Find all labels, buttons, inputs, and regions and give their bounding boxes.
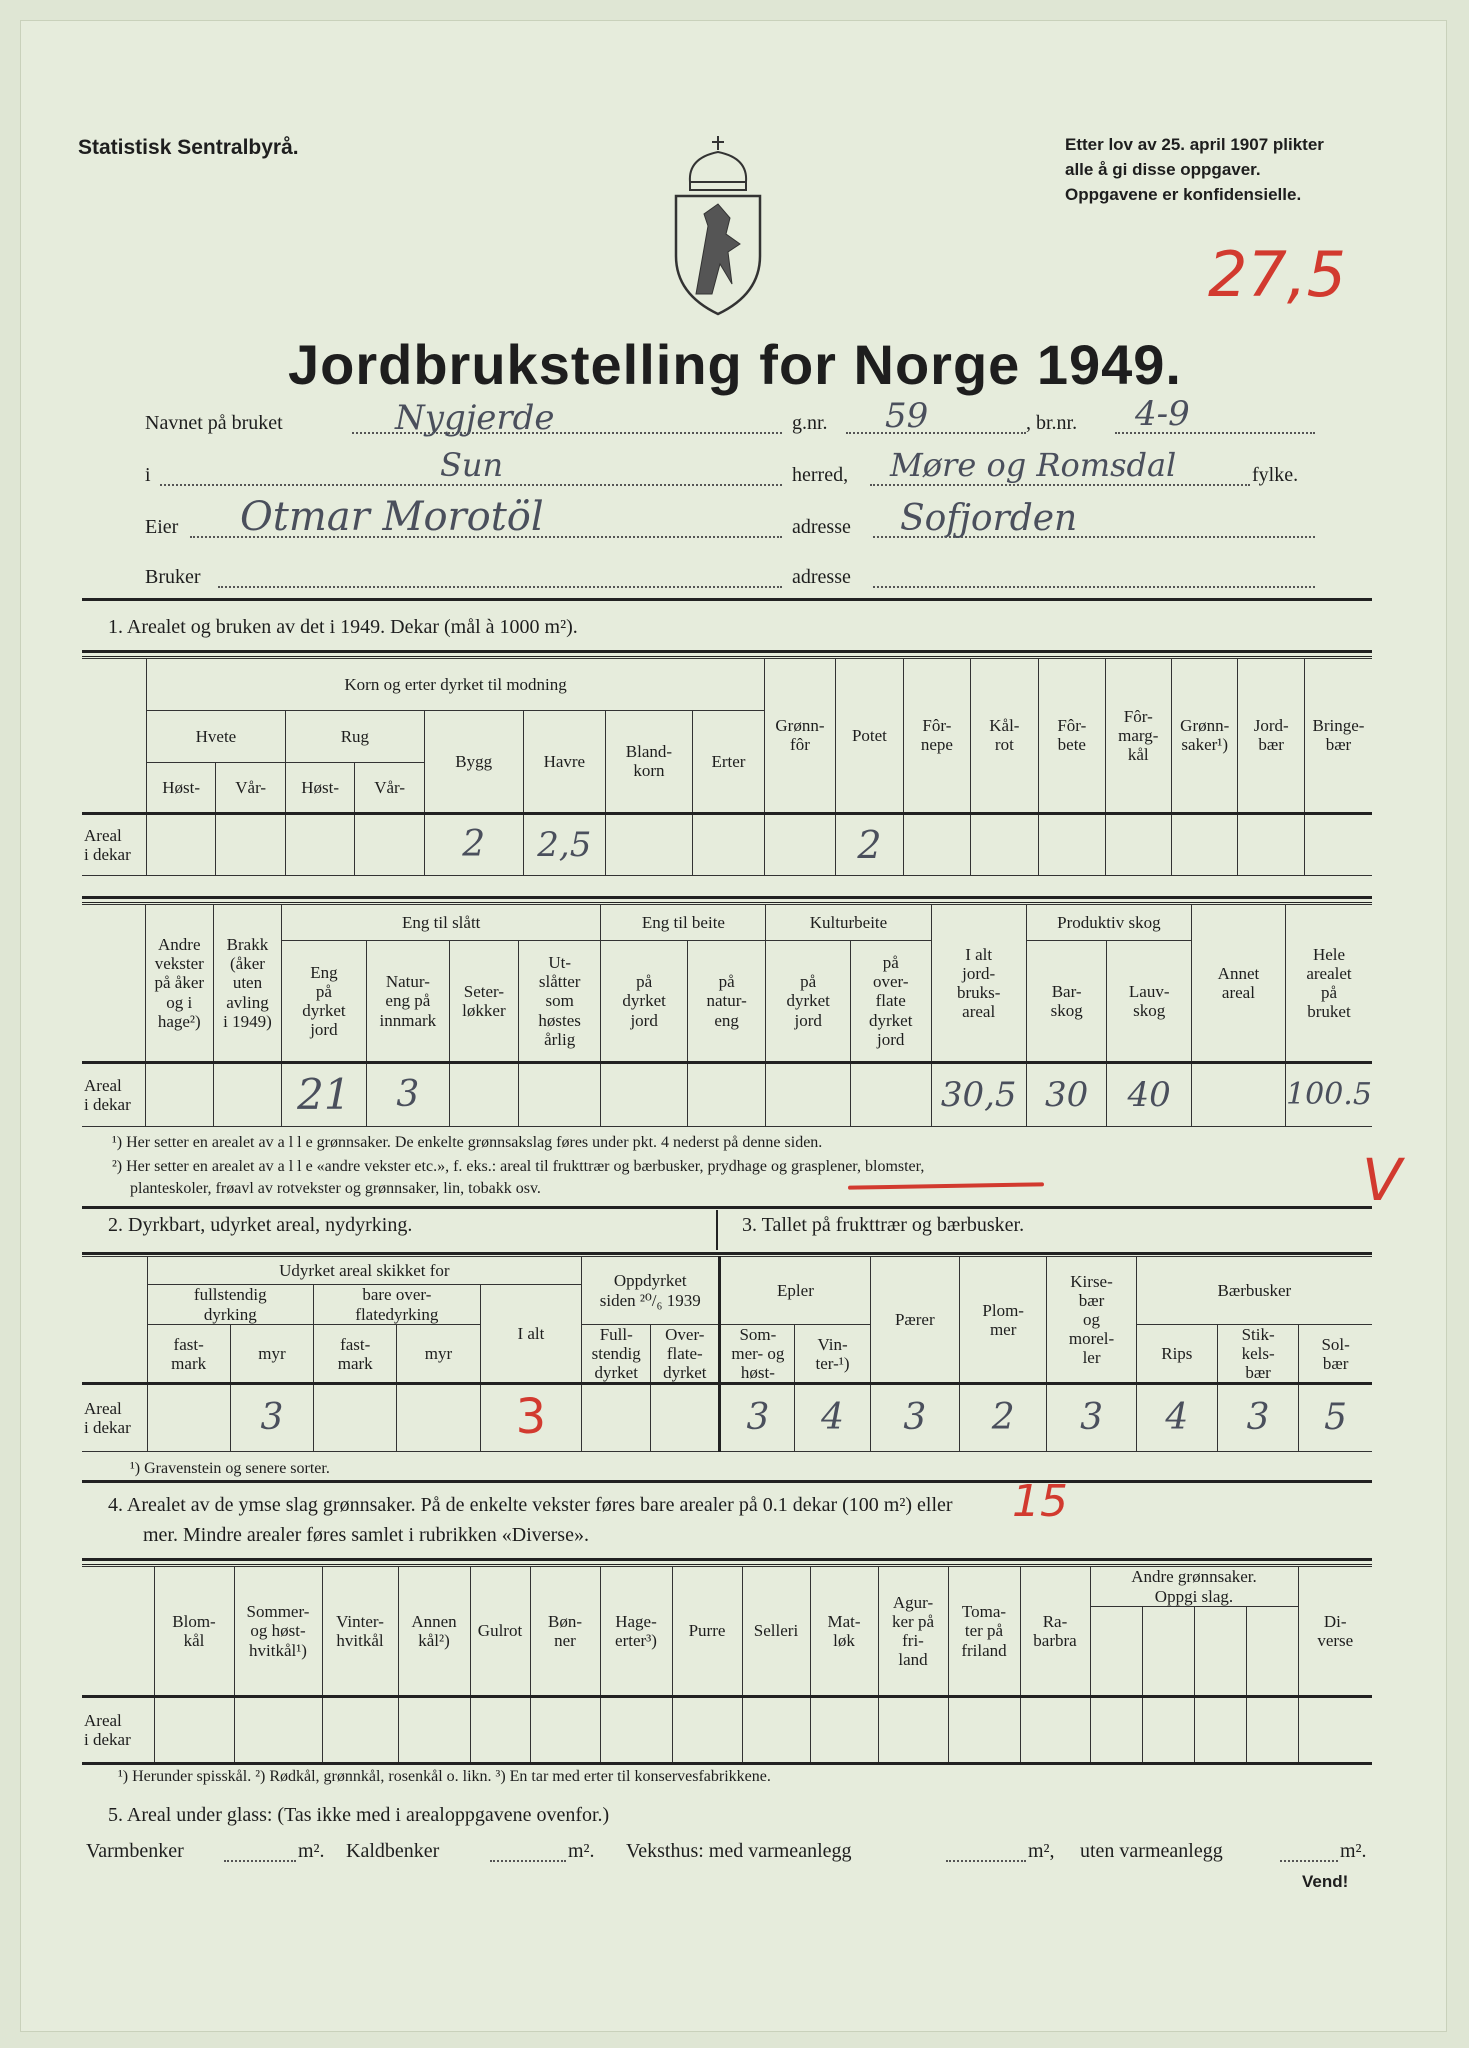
footnote1-2a: ²) Her setter en arealet av a l l e «andre vekster etc.», f. eks.: areal til frukttrær og bærbusker, prydhage og grasplener, blomster,: [112, 1158, 925, 1175]
table23: [82, 1256, 1372, 1452]
value-havre: 2,5: [523, 813, 606, 875]
col-vinter: Vin- ter-¹): [795, 1325, 870, 1384]
form-title: Jordbrukstelling for Norge 1949.: [288, 333, 1182, 396]
col-hvete-host: Høst-: [146, 763, 215, 813]
col-rug-var: Vår-: [355, 763, 424, 813]
table1a: [82, 658, 1372, 876]
col-full-dyrket: Full- stendig dyrket: [582, 1325, 651, 1384]
adresse2-label: adresse: [792, 566, 851, 588]
col-over-dyrket: Over- flate- dyrket: [651, 1325, 720, 1384]
col-bringebaer: Bringe- bær: [1304, 659, 1372, 814]
col-annen-kal: Annen kål²): [398, 1567, 470, 1697]
col-bygg: Bygg: [424, 711, 523, 813]
col-hele: Hele arealet på bruket: [1285, 905, 1372, 1063]
kulturbeite-header: Kulturbeite: [766, 905, 931, 941]
korn-header: Korn og erter dyrket til modning: [146, 659, 764, 711]
fullstendig-header: fullstendig dyrking: [147, 1285, 314, 1325]
value-rips: 4: [1136, 1384, 1217, 1452]
col-gronnsaker: Grønn- saker¹): [1172, 659, 1238, 814]
value-vinter: 4: [795, 1384, 870, 1452]
fylke-label: fylke.: [1252, 464, 1299, 486]
col-agurker: Agur- ker på fri- land: [878, 1567, 948, 1697]
varmbenker-label: Varmbenker: [86, 1840, 184, 1862]
col-barskog: Bar- skog: [1026, 941, 1107, 1063]
section4-heading-a: 4. Arealet av de ymse slag grønnsaker. På de enkelte vekster føres bare arealer på 0.1 dekar (100 m²) eller: [108, 1494, 953, 1516]
navn-label: Navnet på bruket: [145, 412, 283, 434]
red-check-mark: V: [1362, 1146, 1402, 1214]
value-potet: 2: [835, 813, 903, 875]
col-utslatter: Ut- slåtter som høstes årlig: [518, 941, 601, 1063]
value-plommer: 2: [960, 1384, 1047, 1452]
col-over-fastmark: fast- mark: [314, 1325, 397, 1384]
value-lauvskog: 40: [1107, 1063, 1191, 1127]
epler-header: Epler: [720, 1257, 870, 1325]
gnr-label: g.nr.: [792, 412, 828, 434]
col-fornepe: Fôr- nepe: [904, 659, 970, 814]
col-seterlokker: Seter- løkker: [449, 941, 518, 1063]
eier-value: Otmar Morotöl: [240, 494, 544, 540]
col-kirsebaer: Kirse- bær og morel- ler: [1047, 1257, 1136, 1384]
red-annotation-number: 27,5: [1208, 238, 1347, 311]
col-blomkal: Blom- kål: [154, 1567, 234, 1697]
veksthus-unit: m²,: [1028, 1840, 1055, 1862]
veksthus-label: Veksthus: med varmeanlegg: [626, 1840, 852, 1862]
org-name: Statistisk Sentralbyrå.: [78, 136, 299, 159]
herred-label: herred,: [792, 464, 849, 486]
value-sommer-host: 3: [720, 1384, 795, 1452]
col-hvete: Hvete: [146, 711, 285, 763]
col-kb-dyrket: på dyrket jord: [766, 941, 850, 1063]
bare-over-header: bare over- flatedyrking: [314, 1285, 481, 1325]
col-formargkal: Fôr- marg- kål: [1105, 659, 1171, 814]
section4-heading-b: mer. Mindre arealer føres samlet i rubrikken «Diverse».: [143, 1524, 589, 1546]
col-stikkelsbaer: Stik- kels- bær: [1217, 1325, 1298, 1384]
brnr-label: , br.nr.: [1026, 412, 1078, 434]
areal-label-2: Areal i dekar: [82, 1063, 145, 1127]
value-bygg: 2: [424, 813, 523, 875]
section3-heading: 3. Tallet på frukttrær og bærbusker.: [742, 1214, 1025, 1236]
col-sommerhvitkal: Sommer- og høst- hvitkål¹): [234, 1567, 322, 1697]
col-gronnfor: Grønn- fôr: [765, 659, 835, 814]
uten-label: uten varmeanlegg: [1080, 1840, 1223, 1862]
col-brakk: Brakk (åker uten avling i 1949): [213, 905, 281, 1063]
i-value: Sun: [440, 446, 504, 484]
table4: [82, 1566, 1372, 1763]
col-lauvskog: Lauv- skog: [1107, 941, 1191, 1063]
footnote1-2b: planteskoler, frøavl av rotvekster og grønnsaker, lin, tobakk osv.: [130, 1180, 541, 1197]
value-solbaer: 5: [1299, 1384, 1372, 1452]
col-andre-vekster: Andre vekster på åker og i hage²): [145, 905, 213, 1063]
footnote4: ¹) Herunder spisskål. ²) Rødkål, grønnkål, rosenkål o. likn. ³) En tar med erter til konservesfabrikkene.: [118, 1768, 771, 1785]
col-over-myr: myr: [397, 1325, 480, 1384]
value-stikkelsbaer: 3: [1217, 1384, 1298, 1452]
areal-label-4: Areal i dekar: [82, 1697, 154, 1763]
col-vinterhvitkal: Vinter- hvitkål: [322, 1567, 398, 1697]
col-kb-overflate: på over- flate dyrket jord: [850, 941, 931, 1063]
eng-slatt-header: Eng til slått: [281, 905, 600, 941]
col-forbete: Fôr- bete: [1039, 659, 1105, 814]
col-beite-dyrket: på dyrket jord: [601, 941, 687, 1063]
navn-value: Nygjerde: [395, 398, 555, 438]
value-s2-i-alt: 3: [480, 1384, 582, 1452]
col-naturinnmark: Natur- eng på innmark: [366, 941, 449, 1063]
adresse1-label: adresse: [792, 516, 851, 538]
col-i-alt: I alt jord- bruks- areal: [931, 905, 1026, 1063]
areal-label-3: Areal i dekar: [82, 1384, 147, 1452]
col-blandkorn: Bland- korn: [606, 711, 693, 813]
col-plommer: Plom- mer: [960, 1257, 1047, 1384]
col-paerer: Pærer: [870, 1257, 959, 1384]
col-beite-natur: på natur- eng: [687, 941, 766, 1063]
col-full-fastmark: fast- mark: [147, 1325, 230, 1384]
col-rug: Rug: [285, 711, 424, 763]
uten-unit: m².: [1340, 1840, 1367, 1862]
law-line-2: alle å gi disse oppgaver.: [1065, 160, 1261, 179]
col-jordbaer: Jord- bær: [1238, 659, 1304, 814]
col-s2-i-alt: I alt: [480, 1285, 582, 1384]
col-kalrot: Kål- rot: [970, 659, 1038, 814]
kaldbenker-unit: m².: [568, 1840, 595, 1862]
andre-gronnsaker-header: Andre grønnsaker. Oppgi slag.: [1090, 1567, 1298, 1607]
col-matlok: Mat- løk: [810, 1567, 878, 1697]
value-full-myr: 3: [230, 1384, 313, 1452]
kaldbenker-label: Kaldbenker: [346, 1840, 440, 1862]
adresse1-value: Sofjorden: [900, 498, 1078, 539]
prod-skog-header: Produktiv skog: [1026, 905, 1191, 941]
col-hvete-var: Vår-: [216, 763, 285, 813]
section-divider: [716, 1210, 718, 1250]
herred-value: Møre og Romsdal: [890, 446, 1177, 484]
law-line-1: Etter lov av 25. april 1907 plikter: [1065, 135, 1324, 154]
footnote3: ¹) Gravenstein og senere sorter.: [130, 1460, 330, 1477]
col-solbaer: Sol- bær: [1299, 1325, 1372, 1384]
value-naturinnmark: 3: [366, 1063, 449, 1127]
value-eng-dyrket: 21: [281, 1063, 366, 1127]
value-paerer: 3: [870, 1384, 959, 1452]
i-label: i: [145, 464, 151, 486]
footnote1-1: ¹) Her setter en arealet av a l l e grønnsaker. De enkelte grønnsakslag føres under pkt. 4 nederst på denne siden.: [112, 1134, 823, 1151]
col-purre: Purre: [672, 1567, 742, 1697]
col-gulrot: Gulrot: [470, 1567, 530, 1697]
col-potet: Potet: [835, 659, 903, 814]
oppdyrket-header: Oppdyrket siden ²⁰/₆ 1939: [582, 1257, 720, 1325]
eier-label: Eier: [145, 516, 179, 538]
section2-heading: 2. Dyrkbart, udyrket areal, nydyrking.: [108, 1214, 413, 1236]
col-rips: Rips: [1136, 1325, 1217, 1384]
col-erter: Erter: [692, 711, 765, 813]
law-notice: [1065, 132, 1324, 207]
udyrket-header: Udyrket areal skikket for: [147, 1257, 582, 1285]
col-bonner: Bøn- ner: [530, 1567, 600, 1697]
col-selleri: Selleri: [742, 1567, 810, 1697]
varmbenker-unit: m².: [298, 1840, 325, 1862]
eng-beite-header: Eng til beite: [601, 905, 766, 941]
col-diverse: Di- verse: [1298, 1567, 1372, 1697]
value-hele: 100.5: [1285, 1063, 1372, 1127]
col-full-myr: myr: [230, 1325, 313, 1384]
law-line-3: Oppgavene er konfidensielle.: [1065, 185, 1302, 204]
red-annotation-15: 15: [1012, 1476, 1068, 1527]
coat-of-arms-icon: [668, 134, 768, 320]
col-havre: Havre: [523, 711, 606, 813]
gnr-value: 59: [885, 396, 929, 436]
col-eng-dyrket: Eng på dyrket jord: [281, 941, 366, 1063]
col-sommer-host: Som- mer- og høst-: [720, 1325, 795, 1384]
col-hageerter: Hage- erter³): [600, 1567, 672, 1697]
col-rug-host: Høst-: [285, 763, 354, 813]
col-tomater: Toma- ter på friland: [948, 1567, 1020, 1697]
value-kirsebaer: 3: [1047, 1384, 1136, 1452]
bruker-label: Bruker: [145, 566, 201, 588]
vend-label: Vend!: [1302, 1872, 1349, 1891]
brnr-value: 4-9: [1135, 394, 1190, 434]
baerbusker-header: Bærbusker: [1136, 1257, 1372, 1325]
areal-label: Areal i dekar: [82, 813, 146, 875]
value-i-alt: 30,5: [931, 1063, 1026, 1127]
section5-heading: 5. Areal under glass: (Tas ikke med i arealoppgavene ovenfor.): [108, 1804, 610, 1826]
section1-heading: 1. Arealet og bruken av det i 1949. Dekar (mål à 1000 m²).: [108, 616, 578, 638]
col-annet: Annet areal: [1191, 905, 1285, 1063]
table1b: [82, 904, 1372, 1127]
value-barskog: 30: [1026, 1063, 1107, 1127]
col-rabarbra: Ra- barbra: [1020, 1567, 1090, 1697]
